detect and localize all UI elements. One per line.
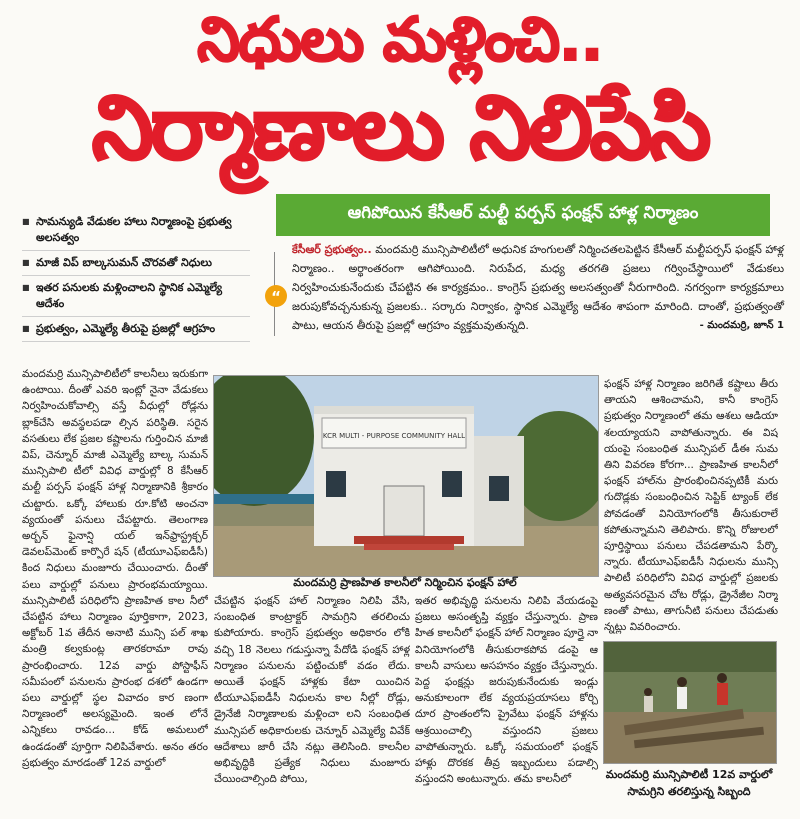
headline-line2: నిర్మాణాలు నిలిపేసి — [91, 76, 709, 179]
highlight-item: ■ సామన్యుడి వేడుకల హాలు నిర్మాణంపై ప్రభుత్వ అలసత్వం — [22, 214, 250, 251]
subheadline-banner: ఆగిపోయిన కేసీఆర్ మల్టీ పర్పస్ ఫంక్షన్ హాళ్ల నిర్మాణం — [276, 194, 770, 236]
highlight-item: ■ మాజీ విప్ బాల్కసుమన్ చొరవతో నిధులు — [22, 255, 250, 276]
photo-workers — [603, 641, 777, 764]
quote-icon: “ — [265, 285, 287, 307]
article-column-4: ఫంక్షన్ హాళ్ల నిర్మాణం జరిగితే కష్టాలు తీరు తాయని ఆశించామని, కానీ కాంగ్రెస్ ప్రభుత్వం నిర్మాణంలో తమ ఆశలు ఆడియా శలయ్యాయని వాపోతున్నారు. ఈ విష యంపై సంబంధిత మున్సిపల్ డీఈ సుమ తిని వివరణ కోరగా... ప్రాణహిత కాలనీలో ఫంక్షన్ హాల్‌ను ప్రారంభించినప్పటికీ మరు గుదొడ్లకు సంబంధించిన సెప్టిక్ ట్యాంక్ లేక పోవడంతో వినియోగంలోకి తీసుకురాలే కపోతున్నామని తెలిపారు. కొన్ని రోజులలో పూర్తిస్థాయి పనులు చేపడతామని పేర్కొ న్నారు. టీయూఎఫ్ఐడీసీ నిధులను మున్సి పాలిటీ పరిధిలోని వివిధ వార్డుల్లో ప్రజలకు అత్యవసరమైన చోట రోడ్లు, డ్రైనేజీల నిర్మా ణంతో పాటు, తాగునీటి పనులు చేపడుతు న్నట్లు వివరించారు. — [604, 378, 778, 634]
highlight-item: ■ ఇతర పనులకు మళ్లించాలని స్థానిక ఎమ్మెల్యే ఆదేశం — [22, 280, 250, 317]
dateline: - మందమర్రి, జూన్ 1 — [699, 320, 784, 331]
intro-lead: కేసీఆర్ ప్రభుత్వం.. — [292, 243, 372, 256]
headline-line1: నిధులు మళ్లించి.. — [197, 5, 603, 75]
intro-paragraph — [292, 240, 784, 335]
function-hall-illustration — [214, 376, 598, 576]
building-sign-text: KCR MULTI - PURPOSE COMMUNITY HALL — [322, 432, 466, 440]
highlight-item: ■ ప్రభుత్వం, ఎమ్మెల్యే తీరుపై ప్రజల్లో ఆగ్రహం — [22, 321, 250, 342]
article-column-3: ఇతర అభివృద్ధి పనులను నిలిపి వేయడంపై ప్రజలు అసంతృప్తి వ్యక్తం చేస్తున్నారు. ప్రాణ హిత కాలనీలో ఫంక్షన్ హాల్ నిర్మాణం పూర్తై నా వినియోగంలోకి తీసుకురాకపోవ డంపై ఆ కాలనీ వాసులు అసహనం వ్యక్తం చేస్తున్నారు. పెద్ద ఫంక్షన్లు జరుపుకునేందుకు ఇండ్లు అనుకూలంగా లేక వ్యయప్రయాసలు కోర్చి దూర ప్రాంతంలోని ప్రైవేటు ఫంక్షన్ హాళ్లను ఆశ్రయించాల్సి వస్తుందని ప్రజలు వాపోతున్నారు. ఒక్కో సమయంలో ఫంక్షన్ హాళ్లు దొరకక తీవ్ర ఇబ్బందులు పడాల్సి వస్తుందని అంటున్నారు. తమ కాలనీలో — [415, 595, 598, 786]
article-column-1: మందమర్రి మున్సిపాలిటీలో కాలనీలు ఇరుకుగా ఉంటాయి. దీంతో ఎవరి ఇంట్లో నైనా వేడుకలు నిర్వహించుకోవాల్సి వస్తే వీధుల్లో రోడ్లను బ్లాక్‌చేసి అవస్థలపడా ల్సిన పరిస్థితి. సరైన వసతులు లేక ప్రజల కష్టాలను గుర్తించిన మాజీ విప్, చెన్నూర్ మాజీ ఎమ్మెల్యే బాల్క సుమన్ మున్సిపాలి టీలో వివిధ వార్డుల్లో 8 కేసీఆర్ మల్టీ పర్పస్ ఫంక్షన్ హాళ్ల నిర్మాణానికి శ్రీకారం చుట్టారు. ఒక్కో హాలుకు రూ.కోటి అంచనా వ్యయంతో పనులు చేపట్టారు. తెలంగాణ అర్బన్ ఫైనాన్షి యల్ ఇన్‌ఫ్రాస్ట్రక్చర్ డెవలప్‌మెంట్ కార్పొరే షన్ (టీయూఎఫ్ఐడీసీ) కింద నిధులు మంజూరు చేయించారు. దీంతో పలు వార్డుల్లో పనులు ప్రారంభమయ్యాయి. మున్సిపాలిటీ పరిధిలోని ప్రాణహిత కాల నీలో చేపట్టిన హాలు నిర్మాణం పూర్తికాగా, 2023, అక్టోబర్ 1వ తేదీన అనాటి మున్సి పల్ శాఖ మంత్రి కల్వకుంట్ల తారకరామా రావు ప్రారంభించారు. 12వ వార్డు పోస్టాఫీస్ సమీపంలో పనులను ప్రారంభ దశలో ఉండగా పలు వార్డుల్లో స్థల వివాదం కార ణంగా నిర్మాణంలో అలస్యమైంది. ఇంత లోనే ఎన్నికలు రావడం... కోడ్ అమలులో ఉండడంతో పూర్తిగా నిలిపివేశారు. అనం తరం ప్రభుత్వం మారడంతో 12వ వార్డులో — [22, 368, 208, 769]
intro-text: మందమర్రి మున్సిపాలిటీలో అధునిక హంగులతో నిర్మించతలపెట్టిన కేసీఆర్ మల్టీపర్పస్ ఫంక్షన్ హాళ్ల నిర్మాణం.. అర్థాంతరంగా ఆగిపోయింది. నిరుపేద, మధ్య తరగతి ప్రజలు గర్వించేస్థాయిలో వేడుకలు నిర్వహించుకునేందుకు చేపట్టిన ఈ కార్యక్రమం.. కాంగ్రెస్ ప్రభుత్వ అలసత్వంతో నీరుగారింది. నగర్వంగా కార్యక్రమాలు జరుపుకోవచ్చనుకున్న ప్రజలకు.. సర్కారు నిర్వాకం, స్థానిక ఎమ్మెల్యే ఆదేశం శాపంగా మారింది. దాంతో, ప్రభుత్వంతో పాటు, ఆయన తీరుపై ప్రజల్లో ఆగ్రహం వ్యక్తమవుతున్నది. — [292, 243, 784, 332]
highlights-list — [22, 214, 250, 346]
article-column-2: చేపట్టిన ఫంక్షన్ హాల్ నిర్మాణం నిలిపి వేసి, సంబంధిత కాంట్రాక్టర్ సామగ్రిని తరలించు కుపోయారు. కాంగ్రెస్ ప్రభుత్వం అధికారం లోకి వచ్చి 18 నెలలు గడుస్తున్నా పేదోడి ఫంక్షన్ హాళ్ల నిర్మాణం పనులను పట్టించుకో వడం లేదు. అయితే ఫంక్షన్ హాళ్లకు కేటా యించిన టీయూఎఫ్ఐడీసీ నిధులను కాల నీల్లో రోడ్లు, డ్రైనేజీ నిర్మాణాలకు మళ్లించా లని సంబంధిత మున్సిపల్ అధికారులకు చెన్నూర్ ఎమ్మెల్యే వివేక్ ఆదేశాలు జారీ చేసి నట్లు తెలిసింది. కాలనీల అభివృద్ధికి ప్రత్యేక నిధులు మంజూరు చేయించాల్సింది పోయి, — [214, 595, 410, 786]
caption-side-photo: మందమర్రి మున్సిపాలిటీ 12వ వార్డులో సామగ్రిని తరలిస్తున్న సిబ్బంది — [605, 768, 773, 798]
workers-illustration — [604, 642, 776, 763]
photo-function-hall — [213, 375, 599, 577]
caption-main-photo: మందమర్రి ప్రాణహిత కాలనీలో నిర్మించిన ఫంక్షన్ హాల్ — [293, 576, 517, 589]
